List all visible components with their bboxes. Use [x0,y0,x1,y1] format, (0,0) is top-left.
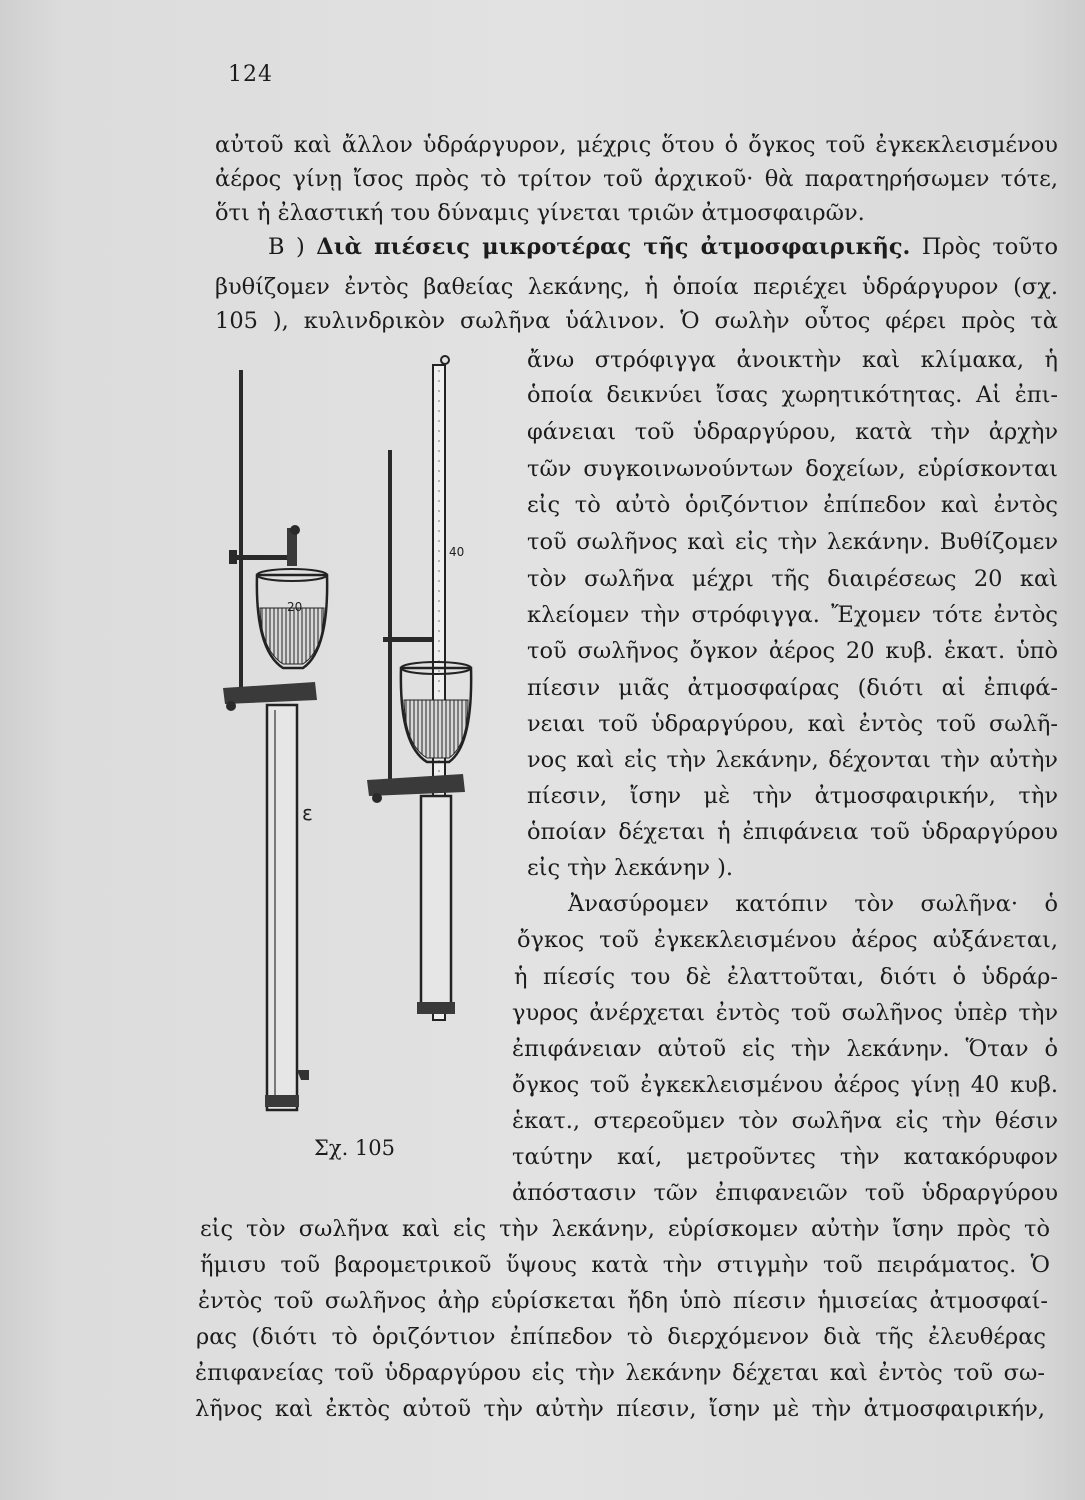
section-heading-line [268,232,1058,262]
text-line: ἐπιφανείας τοῦ ὑδραργύρου εἰς τὴν λεκάνην δέχεται καὶ ἐντὸς τοῦ σω- [195,1360,1045,1386]
text-line: τοῦ σωλῆνος ὄγκον ἀέρος 20 κυβ. ἑκατ. ὑπὸ [527,638,1058,664]
label-20: 20 [287,600,303,614]
text-line: νειαι τοῦ ὑδραργύρου, καὶ ἐντὸς τοῦ σωλῆ- [527,711,1058,737]
section-heading: Διὰ πιέσεις μικροτέρας τῆς ἀτμοσφαιρικῆς. [316,234,911,260]
text-line: ἑκατ., στερεοῦμεν τὸν σωλῆνα εἰς τὴν θέσιν [512,1108,1058,1134]
text-line: ἥμισυ τοῦ βαρομετρικοῦ ὕψους κατὰ τὴν στιγμὴν τοῦ πειράματος. Ὁ [200,1252,1050,1278]
left-apparatus [223,370,327,1110]
text-line: ταύτην καί, μετροῦντες τὴν κατακόρυφον [512,1144,1058,1170]
text-line: ἐντὸς τοῦ σωλῆνος ἀὴρ εὑρίσκεται ἤδη ὑπὸ πίεσιν ἡμισείας ἀτμοσφαί- [198,1288,1048,1314]
text-line: νος καὶ εἰς τὴν λεκάνην, δέχονται τὴν αὐτὴν [527,747,1058,773]
text-line: εἰς τὸν σωλῆνα καὶ εἰς τὴν λεκάνην, εὑρίσκομεν αὐτὴν ἴσην πρὸς τὸ [200,1216,1050,1242]
text-line: ἐπιφάνειαν αὐτοῦ εἰς τὴν λεκάνην. Ὅταν ὁ [512,1036,1058,1062]
label-e: ε [302,801,313,825]
text-line: γυρος ἀνέρχεται ἐντὸς τοῦ σωλῆνος ὑπὲρ τὴν [512,1000,1058,1026]
text-line: Ἀνασύρομεν κατόπιν τὸν σωλῆνα· ὁ [568,891,1058,917]
section-label: Β ) [268,234,317,260]
text-line: 105 ), κυλινδρικὸν σωλῆνα ὑάλινον. Ὁ σωλὴν οὗτος φέρει πρὸς τὰ [215,308,1058,334]
text-line: αὐτοῦ καὶ ἄλλον ὑδράργυρον, μέχρις ὅτου ὁ ὄγκος τοῦ ἐγκεκλεισμένου [215,132,1058,158]
text-line: φάνειαι τοῦ ὑδραργύρου, κατὰ τὴν ἀρχὴν [527,419,1058,445]
right-support-rod [388,450,392,790]
right-apparatus [367,356,471,1020]
left-base [223,682,317,704]
text-line: ὁποία δεικνύει ἴσας χωρητικότητας. Αἱ ἐπι- [527,382,1058,408]
text-line: ὁποίαν δέχεται ἡ ἐπιφάνεια τοῦ ὑδραργύρου [527,819,1058,845]
text-line: βυθίζομεν ἐντὸς βαθείας λεκάνης, ἡ ὁποία περιέχει ὑδράργυρον (σχ. [215,274,1058,300]
figure-105-apparatus [205,350,505,1130]
text-line: πίεσιν μιᾶς ἀτμοσφαίρας (διότι αἱ ἐπιφά- [527,675,1058,701]
text-line: ἀπόστασιν τῶν ἐπιφανειῶν τοῦ ὑδραργύρου [512,1180,1058,1206]
text-line: κλείομεν τὴν στρόφιγγα. Ἔχομεν τότε ἐντὸς [527,602,1058,628]
text-line: ρας (διότι τὸ ὁριζόντιον ἐπίπεδον τὸ διερχόμενον διὰ τῆς ἐλευθέρας [196,1324,1046,1350]
text-line: λῆνος καὶ ἐκτὸς αὐτοῦ τὴν αὐτὴν πίεσιν, ἴσην μὲ τὴν ἀτμοσφαιρικήν, [195,1396,1045,1422]
figure-caption: Σχ. 105 [314,1136,396,1160]
text-line: εἰς τὴν λεκάνην ). [527,855,734,881]
text-line: πίεσιν, ἴσην μὲ τὴν ἀτμοσφαιρικήν, τὴν [527,783,1058,809]
text-line: ὅτι ἡ ἐλαστική του δύναμις γίνεται τριῶν ἀτμοσφαιρῶν. [215,200,865,226]
section-heading-suffix: Πρὸς τοῦτο [910,234,1058,260]
text-line: ὄγκος τοῦ ἐγκεκλεισμένου ἀέρος γίνῃ 40 κυβ. [512,1072,1058,1098]
text-line: τῶν συγκοινωνούντων δοχείων, εὑρίσκονται [527,456,1058,482]
label-40: 40 [449,545,465,559]
right-base [367,774,465,796]
text-line: ἡ πίεσίς του δὲ ἐλαττοῦται, διότι ὁ ὑδράρ- [514,964,1058,990]
text-line: ἄνω στρόφιγγα ἀνοικτὴν καὶ κλίμακα, ἡ [527,347,1058,373]
text-line: ὄγκος τοῦ ἐγκεκλεισμένου ἀέρος αὐξάνεται, [517,927,1058,953]
text-line: τοῦ σωλῆνος καὶ εἰς τὴν λεκάνην. Βυθίζομεν [527,529,1058,555]
left-tube [267,705,297,1110]
left-support-rod [239,370,243,700]
text-line: ἀέρος γίνῃ ἴσος πρὸς τὸ τρίτον τοῦ ἀρχικοῦ· θὰ παρατηρήσωμεν τότε, [215,166,1058,192]
text-line: τὸν σωλῆνα μέχρι τῆς διαιρέσεως 20 καὶ [527,566,1058,592]
text-line: εἰς τὸ αὐτὸ ὁριζόντιον ἐπίπεδον καὶ ἐντὸς [527,492,1058,518]
stopcock-icon [441,356,449,364]
page-number: 124 [228,62,273,87]
